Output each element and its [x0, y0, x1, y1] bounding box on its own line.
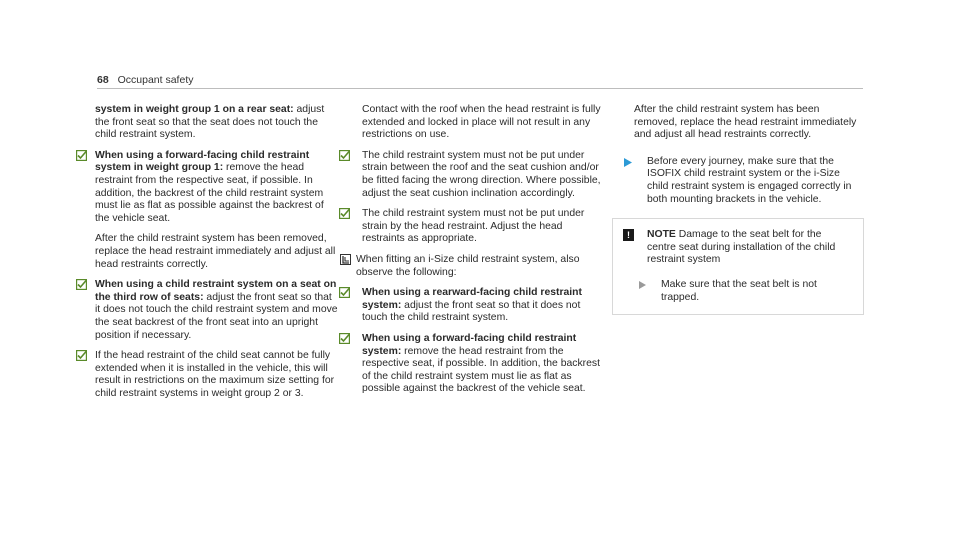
checklist-item	[340, 333, 602, 396]
checklist-item	[77, 350, 339, 400]
checkbox-checked-icon	[339, 150, 350, 161]
page-number: 68	[97, 74, 109, 86]
checkbox-checked-icon	[76, 150, 87, 161]
note-text: Damage to the seat belt for the centre seat during installation of the child restraint system	[647, 229, 836, 266]
header-divider	[97, 88, 863, 89]
col3-step-text: Before every journey, make sure that the ISOFIX child restraint system or the i-Size child restraint system is engaged correctly in both mounting brackets in the vehicle.	[647, 155, 852, 205]
note-label: NOTE	[647, 229, 676, 241]
note-action-text: Make sure that the seat belt is not trapped.	[661, 278, 817, 303]
column-3	[612, 104, 864, 315]
page-header	[97, 74, 193, 86]
note-action	[623, 279, 853, 304]
checkbox-checked-icon	[76, 350, 87, 361]
column-2	[340, 104, 602, 404]
col1-intro-bold: system in weight group 1 on a rear seat:	[95, 104, 294, 115]
col2-item3-bold: When using a rearward-facing child restraint system:	[362, 287, 582, 311]
action-arrow-icon	[624, 158, 632, 167]
checklist-item	[340, 287, 602, 325]
checklist-item	[340, 208, 602, 246]
action-step	[612, 156, 864, 206]
col3-intro: After the child restraint system has been removed, replace the head restraint immediately and adjust all head restraints correctly.	[634, 104, 857, 141]
col1-item3-text: If the head restraint of the child seat cannot be fully extended when it is installed in the vehicle, this will result in restrictions on the maximum size setting for child restraint systems in weight group 2 or 3.	[95, 350, 335, 399]
col2-item3-text: adjust the front seat so that it does not touch the child restraint system.	[362, 299, 581, 324]
exclamation-icon: !	[623, 229, 634, 241]
col1-item2-bold: When using a child restraint system on a seat on the third row of seats:	[95, 279, 337, 303]
col2-item4-text: remove the head restraint from the respective seat, if possible. In addition, the backrest of the child restraint system must lie as flat as possible against the backrest of the vehicle seat.	[362, 345, 600, 395]
col1-item2-text: adjust the front seat so that it does not touch the child restraint system and move the seat backrest of the front seat into an upright position if necessary.	[95, 291, 338, 341]
col2-item4-bold: When using a forward-facing child restraint system:	[362, 332, 577, 357]
checkbox-checked-icon	[76, 279, 87, 290]
col2-item1-text: The child restraint system must not be put under strain between the roof and the seat cushion and/or be fitted facing the wrong direction. Where possible, adjust the seat cushion inclination accordingly.	[362, 149, 601, 199]
action-arrow-icon	[639, 281, 646, 289]
checkbox-checked-icon	[339, 287, 350, 298]
checkbox-checked-icon	[339, 208, 350, 219]
note-header	[623, 229, 853, 267]
info-item	[340, 254, 602, 279]
col2-info-text: When fitting an i-Size child restraint system, also observe the following:	[356, 253, 580, 278]
col1-intro	[77, 104, 339, 142]
col1-item1-followup: After the child restraint system has been removed, replace the head restraint immediately and adjust all head restraints correctly.	[95, 233, 336, 270]
col1-item1-text: remove the head restraint from the respective seat, if possible. In addition, the backrest of the child restraint system must lie as flat as possible against the backrest of the vehicle seat.	[95, 162, 324, 224]
column-1	[77, 104, 339, 408]
col2-intro: Contact with the roof when the head restraint is fully extended and locked in place will not result in any restrictions on use.	[362, 104, 601, 141]
info-icon	[340, 254, 351, 265]
col1-item1-bold: When using a forward-facing child restraint system in weight group 1:	[95, 149, 310, 174]
checkbox-checked-icon	[339, 333, 350, 344]
checklist-item	[77, 279, 339, 342]
note-box	[612, 218, 864, 315]
checklist-item	[77, 150, 339, 226]
section-title: Occupant safety	[117, 74, 194, 86]
col2-item2-text: The child restraint system must not be put under strain by the head restraint. Adjust the head restraints as appropriate.	[362, 208, 585, 245]
col1-intro-text: adjust the front seat so that the seat does not touch the child restraint system.	[95, 104, 325, 141]
checklist-item	[340, 150, 602, 200]
